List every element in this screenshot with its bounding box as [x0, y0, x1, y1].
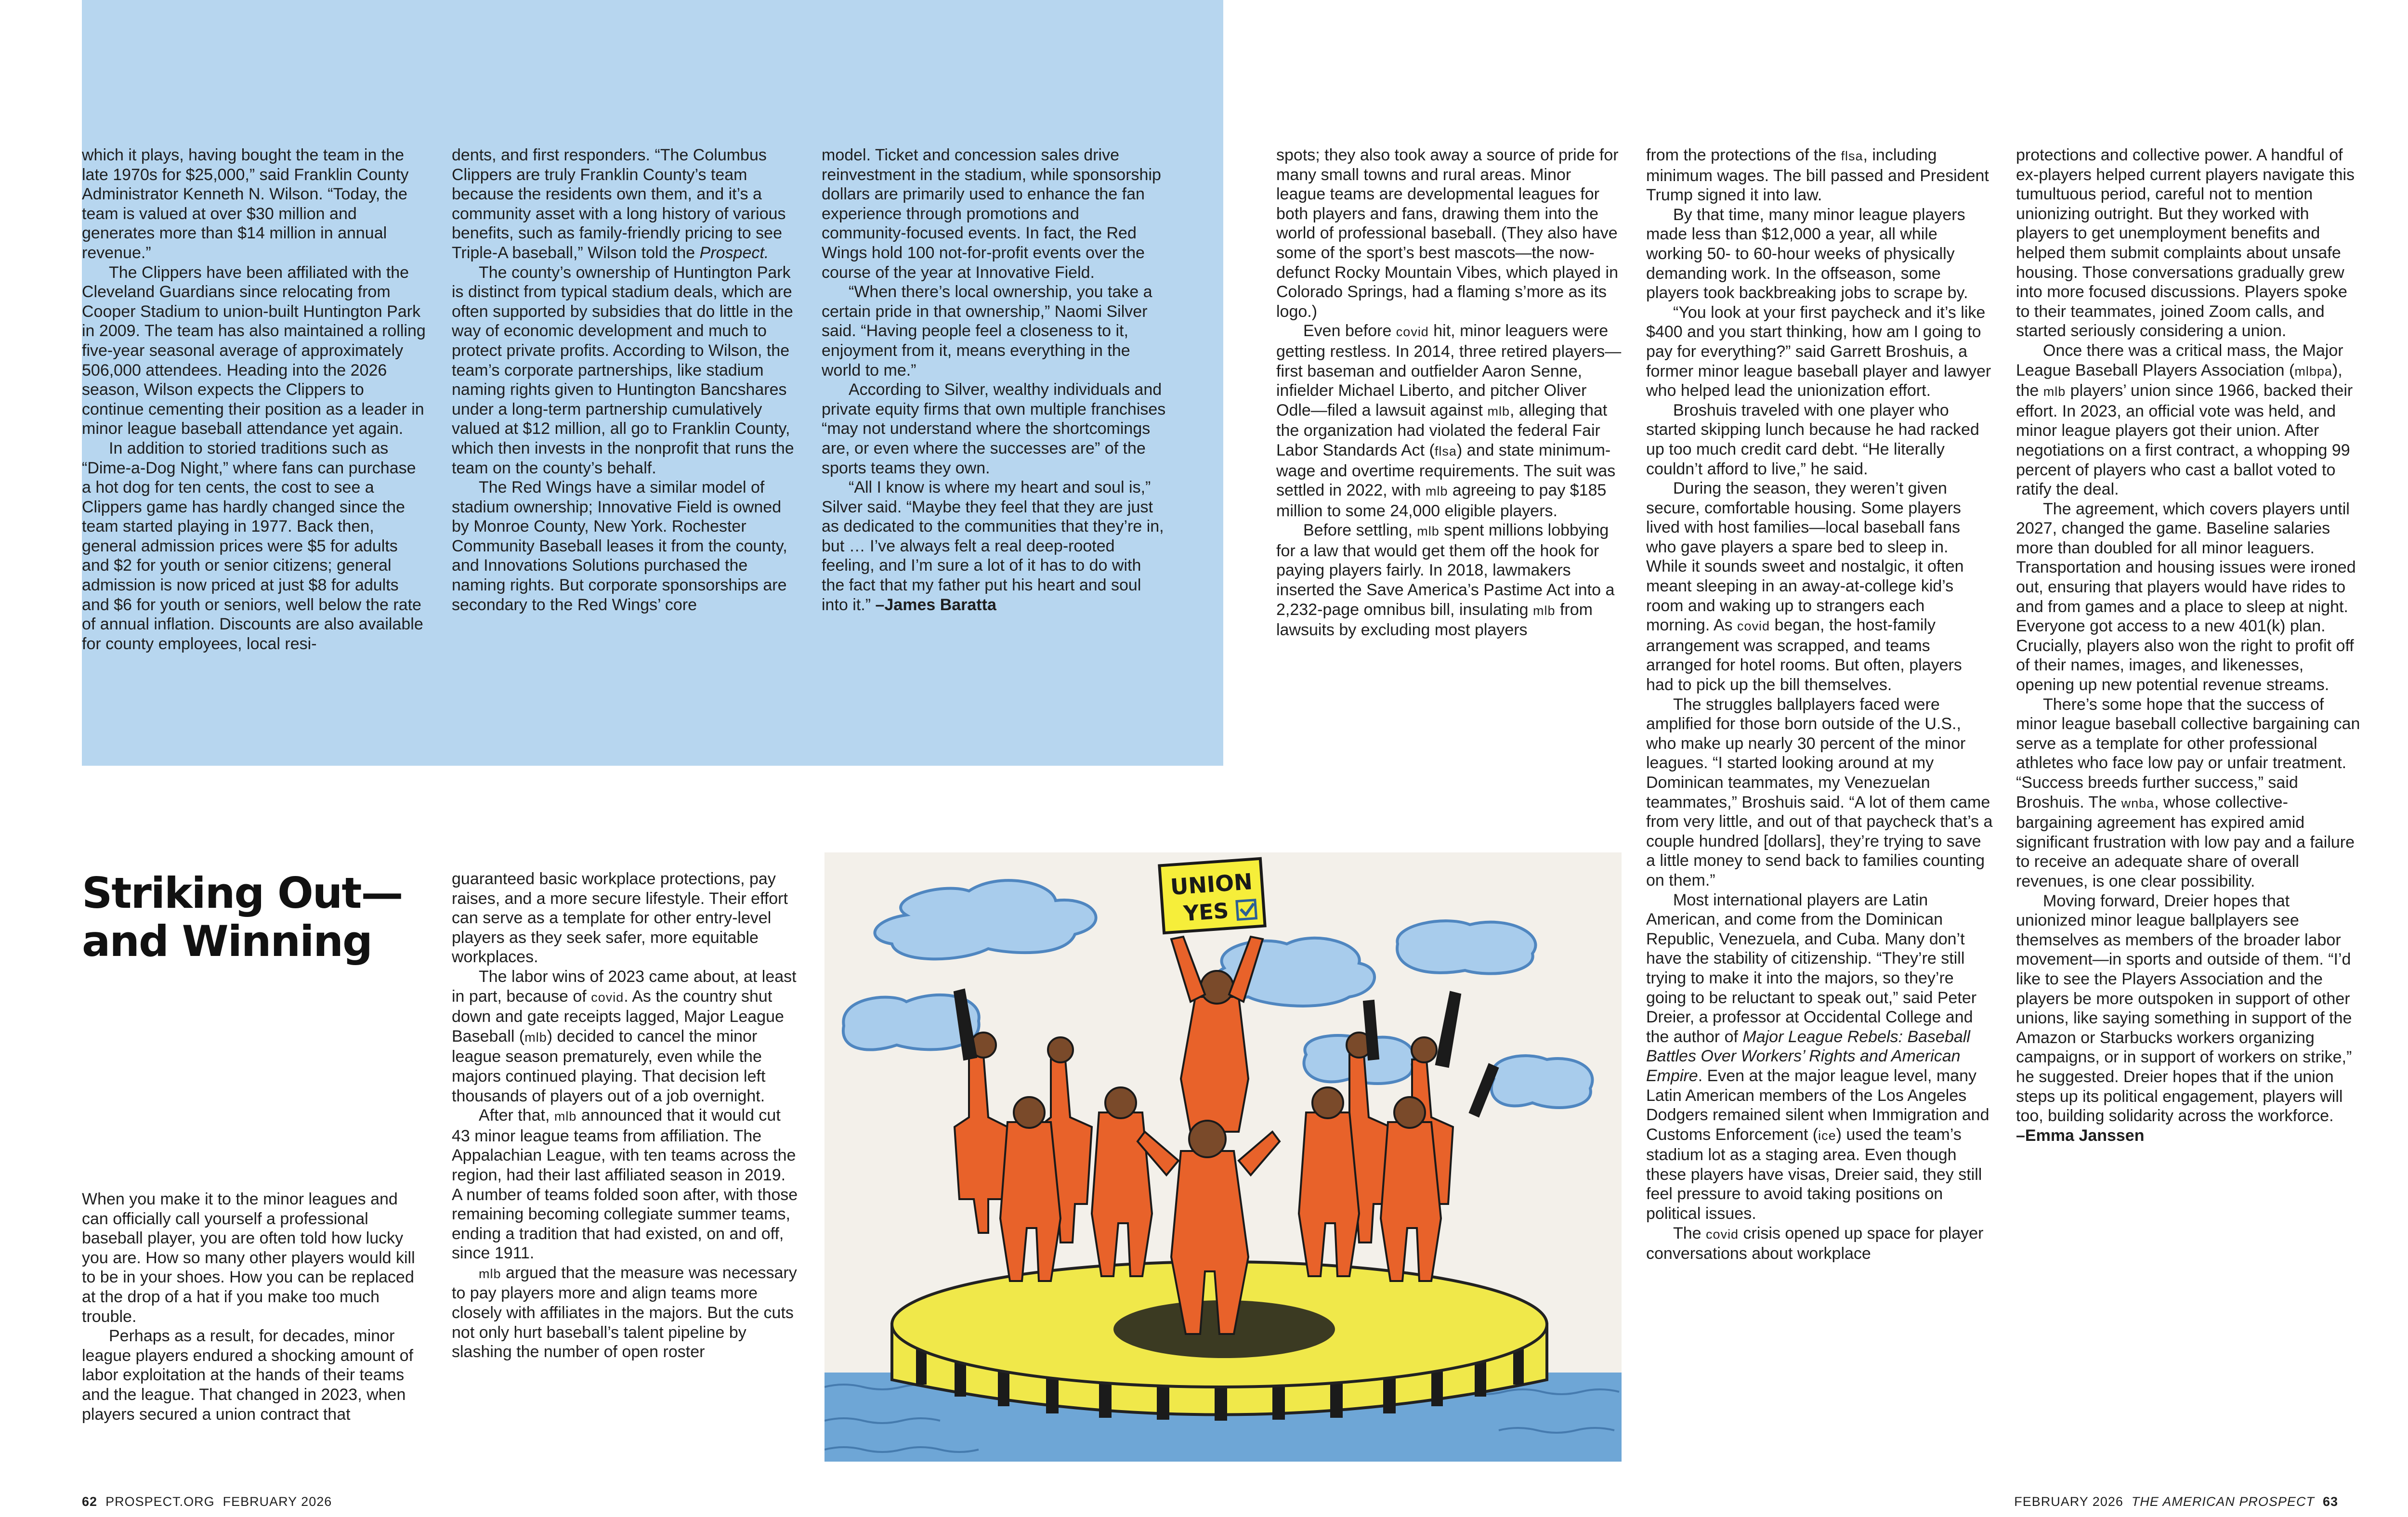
paragraph: spots; they also took away a source of pride for many small towns and rural areas. Minor league teams are developmental leagues for both players and fans, drawing them into the world of professional baseball. (They also have some of the sport’s best mascots—the now-defunct Rocky Mountain Vibes, which played in Colorado Springs, had a flaming s’more as its logo.) [1276, 146, 1619, 321]
folio-date: FEBRUARY 2026 [2014, 1494, 2123, 1509]
paragraph: from the protections of the flsa, including minimum wages. The bill passed and President Trump signed it into law. [1646, 146, 1989, 205]
right-column-1 [1276, 145, 1623, 640]
paragraph: mlb argued that the measure was necessary to pay players more and align teams more closely with affiliates in the majors. But the cuts not only hurt baseball’s talent pipeline by slashing the number of open roster [452, 1263, 797, 1361]
paragraph: model. Ticket and concession sales drive reinvestment in the stadium, while sponsorship dollars are primarily used to enhance the fan experience through promotions and community-focused events. In fact, the Red Wings hold 100 not-for-profit events over the course of the year at Innovative Field. [822, 146, 1161, 282]
paragraph: By that time, many minor league players made less than $12,000 a year, all while working 50- to 60-hour weeks of physically demanding work. In the offseason, some players took backbreaking jobs to scrape by. [1646, 205, 1968, 302]
byline: –Emma Janssen [2016, 1126, 2145, 1145]
paragraph: “All I know is where my heart and soul is,” Silver said. “Maybe they feel that they are just as dedicated to the communities that they’re in, but … I’ve always felt a real deep-rooted feeling, and I’m sure a lot of it has to do with the fact that my father put his heart and soul into it.” –James Baratta [822, 478, 1164, 614]
sidebar-column-2 [452, 145, 798, 615]
paragraph: Moving forward, Dreier hopes that unionized minor league ballplayers see themselves as members of the broader labor movement—in sports and outside of them. “I’d like to see the Players Association and the players be more outspoken in support of other unions, like saying something in support of the Amazon or Starbucks workers organizing campaigns, or in support of workers on strike,” he suggested. Dreier hopes that if the union steps up its political engagement, players will too, building solidarity across the workforce. [2016, 891, 2352, 1125]
right-column-3 [2016, 145, 2363, 1145]
paragraph: When you make it to the minor leagues and can officially call yourself a professional baseball player, you are often told how lucky you are. How so many other players would kill to be in your shoes. How you can be replaced at the drop of a hat if you make too much trouble. [82, 1190, 415, 1326]
paragraph: The agreement, which covers players until 2027, changed the game. Baseline salaries more than doubled for all minor leaguers. Transportation and housing issues were ironed out, ensuring that players would have rides to and from games and a place to sleep at night. Everyone got access to a new 401(k) plan. Crucially, players also won the right to profit off of their names, images, and likenesses, opening up new potential revenue streams. [2016, 499, 2356, 694]
right-column-2 [1646, 145, 1993, 1264]
article-column-1 [82, 1190, 429, 1424]
paragraph: guaranteed basic workplace protections, pay raises, and a more secure lifestyle. Their effort can serve as a template for other entry-level players as they seek safer, more equitable workplaces. [452, 870, 788, 967]
paragraph: The Red Wings have a similar model of stadium ownership; Innovative Field is owned by Monroe County, New York. Rochester Community Baseball leases it from the county, and Innovations Solutions purchased the naming rights. But corporate sponsorships are secondary to the Red Wings’ core [452, 478, 787, 614]
article-column-2 [452, 869, 798, 1362]
paragraph: During the season, they weren’t given secure, comfortable housing. Some players lived with host families—local baseball fans who gave players a spare bed to sleep in. While it sounds sweet and nostalgic, it often meant sleeping in an away-at-college kid’s room and waking up to strangers each morning. As covid began, the host-family arrangement was scrapped, and teams arranged for hotel rooms. But often, players had to pick up the bill themselves. [1646, 479, 1964, 694]
paragraph: The struggles ballplayers faced were amplified for those born outside of the U.S., who make up nearly 30 percent of the minor leagues. “I started looking around at my Dominican teammates, my Venezuelan teammates,” Broshuis said. “A lot of them came from very little, and out of that paycheck that’s a couple hundred [dollars], they’re trying to save a little money to send back to families counting on them.” [1646, 695, 1993, 889]
celebration-illustration [824, 852, 1622, 1462]
paragraph: “You look at your first paycheck and it’s like $400 and you start thinking, how am I going to pay for everything?” said Garrett Broshuis, a former minor league baseball player and lawyer who helped lead the unionization effort. [1646, 303, 1991, 400]
paragraph: Before settling, mlb spent millions lobbying for a law that would get them off the hook for paying players fairly. In 2018, lawmakers inserted the Save America’s Pastime Act into a 2,232-page omnibus bill, insulating mlb from lawsuits by excluding most players [1276, 521, 1615, 640]
paragraph: The county’s ownership of Huntington Park is distinct from typical stadium deals, which are often supported by subsidies that do little in the way of economic development and much to protect private profits. According to Wilson, the team’s corporate partnerships, like stadium naming rights given to Huntington Bancshares under a long-term partnership cumulatively valued at $12 million, all go to Franklin County, which then invests in the nonprofit that runs the team on the county’s behalf. [452, 263, 794, 477]
sign-text-union: UNION [1169, 868, 1254, 900]
paragraph: Even before covid hit, minor leaguers were getting restless. In 2014, three retired players—first baseman and outfielder Aaron Senne, infielder Michael Liberto, and pitcher Oliver Odle—filed a lawsuit against mlb, alleging that the organization had violated the federal Fair Labor Standards Act (flsa) and state minimum-wage and overtime requirements. The suit was settled in 2022, with mlb agreeing to pay $185 million to some 24,000 eligible players. [1276, 322, 1622, 520]
paragraph: Perhaps as a result, for decades, minor league players endured a shocking amount of labor exploitation at the hands of their teams and the league. That changed in 2023, when players secured a union contract that [82, 1327, 414, 1424]
left-folio [82, 1494, 332, 1509]
page-number: 62 [82, 1494, 98, 1509]
paragraph: dents, and first responders. “The Columbus Clippers are truly Franklin County’s team because the residents own them, and it’s a community asset with a long history of various benefits, such as family-friendly pricing to see Triple-A baseball,” Wilson told the Prospect. [452, 146, 786, 262]
union-yes-sign [1159, 859, 1265, 933]
folio-publication: THE AMERICAN PROSPECT [2131, 1494, 2315, 1509]
paragraph: “When there’s local ownership, you take a certain pride in that ownership,” Naomi Silver said. “Having people feel a closeness to it, enjoyment from it, means everything in the world to me.” [822, 283, 1152, 379]
paragraph: The Clippers have been affiliated with the Cleveland Guardians since relocating from Cooper Stadium to union-built Huntington Park in 2009. The team has also maintained a rolling five-year seasonal average of approximately 506,000 attendees. Heading into the 2026 season, Wilson expects the Clippers to continue cementing their position as a leader in minor league baseball attendance yet again. [82, 263, 426, 438]
paragraph: There’s some hope that the success of minor league baseball collective bargaining can serve as a template for other professional athletes who face low pay or unfair treatment. “Success breeds further success,” said Broshuis. The wnba, whose collective-bargaining agreement has expired amid significant frustration with low pay and a failure to receive an adequate share of overall revenues, is one clear possibility. [2016, 695, 2360, 890]
paragraph: The labor wins of 2023 came about, at least in part, because of covid. As the country shut down and gate receipts lagged, Major League Baseball (mlb) decided to cancel the minor league season prematurely, even while the majors continued playing. That decision left thousands of players out of a job overnight. [452, 967, 797, 1105]
folio-date: FEBRUARY 2026 [222, 1494, 332, 1509]
sidebar-column-3 [822, 145, 1168, 615]
sidebar-column-1 [82, 145, 429, 654]
right-folio [2014, 1494, 2338, 1509]
paragraph: protections and collective power. A handful of ex-players helped current players navigate this tumultuous period, careful not to mention unionizing outright. But they worked with players to get unemployment benefits and helped them submit complaints about unsafe housing. Those conversations gradually grew into more focused discussions. Players spoke to their teammates, joined Zoom calls, and started seriously considering a union. [2016, 146, 2355, 340]
paragraph: According to Silver, wealthy individuals and private equity firms that own multiple franchises “may not understand where the shortcomings are, or even where the successes are” of the sports teams they own. [822, 380, 1166, 477]
paragraph: which it plays, having bought the team in the late 1970s for $25,000,” said Franklin County Administrator Kenneth N. Wilson. “Today, the team is valued at over $30 million and generates more than $14 million in annual revenue.” [82, 146, 409, 262]
article-headline: Striking Out— and Winning [82, 868, 403, 966]
article-illustration [824, 852, 1622, 1462]
page-number: 63 [2322, 1494, 2338, 1509]
paragraph: In addition to storied traditions such as “Dime-a-Dog Night,” where fans can purchase a hot dog for ten cents, the cost to see a Clippers game has hardly changed since the team started playing in 1977. Back then, general admission prices were $5 for adults and $2 for youth or senior citizens; general admission is now priced at just $8 for adults and $6 for youth or seniors, well below the rate of annual inflation. Discounts are also available for county employees, local resi- [82, 439, 423, 653]
paragraph: The covid crisis opened up space for player conversations about workplace [1646, 1224, 1984, 1263]
paragraph: After that, mlb announced that it would cut 43 minor league teams from affiliation. The Appalachian League, with ten teams across the region, had their last affiliated season in 2019. A number of teams folded soon after, with those remaining becoming collegiate summer teams, ending a tradition that had existed, on and off, since 1911. [452, 1106, 798, 1263]
sign-text-yes: YES [1182, 898, 1230, 927]
paragraph: Most international players are Latin American, and come from the Dominican Republic, Venezuela, and Cuba. Many don’t have the stability of citizenship. “They’re still trying to make it into the majors, so they’re going to be reluctant to speak out,” said Peter Dreier, a professor at Occidental College and the author of Major League Rebels: Baseball Battles Over Workers’ Rights and American Empire. Even at the major league level, many Latin American members of the Los Angeles Dodgers remained silent when Immigration and Customs Enforcement (ice) used the team’s stadium lot as a staging area. Even though these players have visas, Dreier said, they still feel pressure to avoid taking positions on political issues. [1646, 890, 1989, 1223]
byline: –James Baratta [875, 595, 996, 614]
paragraph: Broshuis traveled with one player who started skipping lunch because he had racked up too much credit card debt. “He literally couldn’t afford to live,” he said. [1646, 401, 1979, 478]
paragraph: Once there was a critical mass, the Major League Baseball Players Association (mlbpa), the mlb players’ union since 1966, backed their effort. In 2023, an official vote was held, and minor league players got their union. After negotiations on a first contract, a whopping 99 percent of players who cast a ballot voted to ratify the deal. [2016, 341, 2353, 499]
folio-site: PROSPECT.ORG [105, 1494, 215, 1509]
